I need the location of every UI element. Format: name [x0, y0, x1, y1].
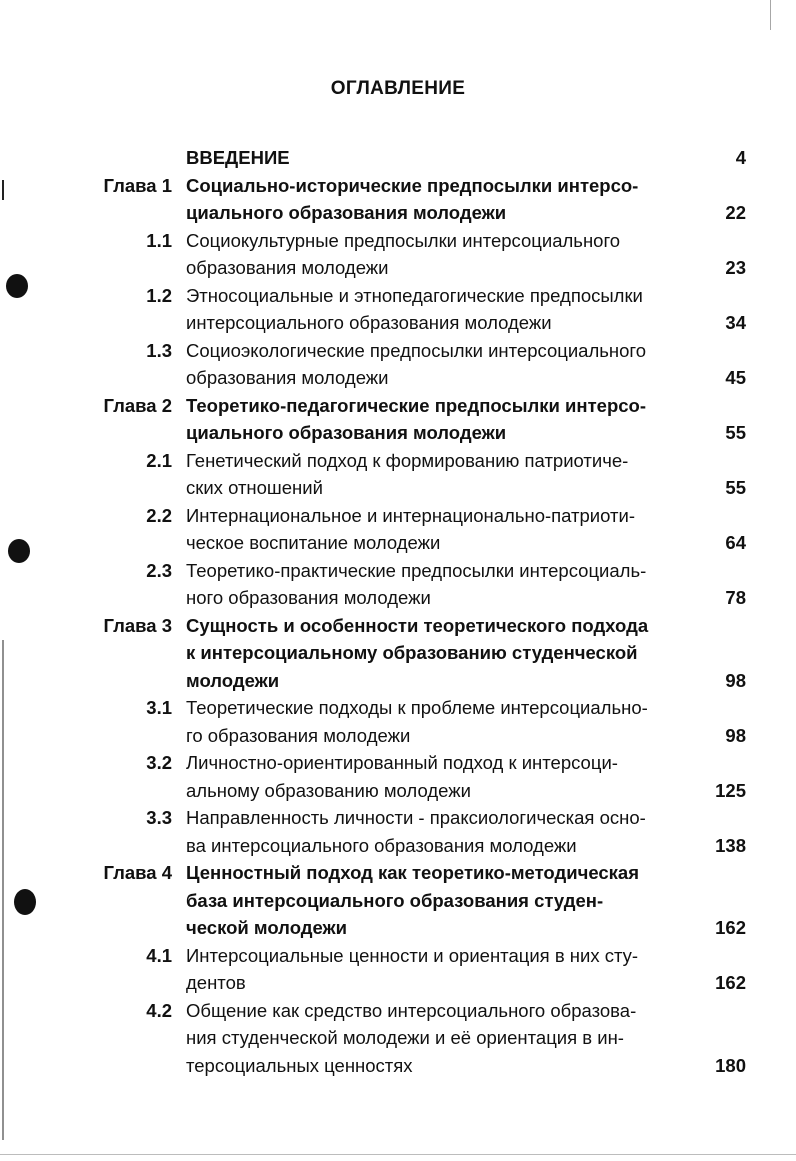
toc-entry-title-line: Теоретико-практические предпосылки интерсоциаль- — [186, 559, 647, 581]
toc-entry-title-line: ческое воспитание молодежи — [186, 532, 441, 553]
toc-entry-number: 2.1 — [146, 449, 172, 471]
toc-entry-page: 138 — [715, 834, 746, 856]
toc-entry-title-line: го образования молодежи — [186, 724, 411, 746]
toc-entry-page: 98 — [725, 669, 746, 691]
toc-entry-title-line: Сущность и особенности теоретического подхода — [186, 614, 649, 636]
toc-entry-number: Глава 2 — [103, 394, 172, 416]
toc-entry-title-line: дентов — [186, 972, 246, 993]
toc-entry-title — [186, 172, 676, 227]
punch-hole-mark — [14, 889, 36, 915]
toc-entry-number: 2.3 — [146, 559, 172, 581]
toc-entry-page: 64 — [725, 532, 746, 553]
toc-entry-title-line: ния студенческой молодежи и её ориентация в ин- — [186, 1027, 624, 1048]
toc-entry-page: 78 — [725, 587, 746, 608]
toc-entry-number: 1.2 — [146, 284, 172, 306]
toc-entry-title — [186, 502, 676, 557]
toc-entry-title-line: терсоциальных ценностях — [186, 1054, 413, 1076]
toc-entry-title-line: к интерсоциальному образованию студенческой — [186, 642, 638, 663]
toc-entry-title — [186, 282, 676, 337]
toc-entry-title-line: молодежи — [186, 669, 280, 691]
toc-entry-title — [186, 859, 676, 942]
toc-entry-page: 55 — [725, 477, 746, 498]
toc-entry-title-line: Теоретико-педагогические предпосылки интерсо- — [186, 394, 646, 416]
toc-entry-page: 125 — [715, 779, 746, 801]
toc-entry-title — [186, 227, 676, 282]
toc-entry-title-line: ских отношений — [186, 477, 323, 498]
toc-entry-title-line: интерсоциального образования молодежи — [186, 312, 552, 333]
toc-entry-title-line: циального образования молодежи — [186, 422, 507, 443]
toc-entry-title-line: ва интерсоциального образования молодежи — [186, 834, 577, 856]
toc-entry-page: 55 — [725, 422, 746, 443]
toc-entry-page: 180 — [715, 1054, 746, 1076]
toc-entry-page: 162 — [715, 917, 746, 938]
toc-entry-title-line: база интерсоциального образования студен- — [186, 889, 604, 911]
toc-entry-page: 4 — [735, 147, 746, 168]
toc-entry-title-line: Социокультурные предпосылки интерсоциального — [186, 229, 621, 251]
toc-entry-number: 3.3 — [146, 807, 172, 828]
toc-entry-number: 3.2 — [146, 752, 172, 773]
toc-entry-title — [186, 557, 676, 612]
scan-edge-line — [2, 180, 4, 200]
scan-edge-line — [770, 0, 771, 30]
toc-entry-title-line: ного образования молодежи — [186, 587, 431, 608]
toc-entry-title — [186, 612, 676, 695]
toc-entry-page: 22 — [725, 202, 746, 223]
toc-entry-title-line: циального образования молодежи — [186, 202, 507, 223]
scan-edge-line — [0, 1154, 796, 1155]
toc-entry-number: 3.1 — [146, 697, 172, 718]
toc-entry-title-line: Личностно-ориентированный подход к интерсоци- — [186, 752, 618, 773]
toc-entry-title — [186, 749, 676, 804]
toc-entry-number: 1.1 — [146, 229, 172, 251]
toc-entry-title-line: ческой молодежи — [186, 917, 348, 938]
punch-hole-mark — [8, 539, 30, 563]
toc-entry-number: 2.2 — [146, 504, 172, 526]
toc-entry-page: 45 — [725, 367, 746, 388]
toc-entry-number: Глава 1 — [103, 174, 172, 196]
toc-entry-title — [186, 804, 676, 859]
toc-entry-title-line: Теоретические подходы к проблеме интерсоциально- — [186, 697, 648, 718]
toc-entry-title-line: Этносоциальные и этнопедагогические предпосылки — [186, 284, 643, 306]
toc-entry-title-line: Социально-исторические предпосылки интерсо- — [186, 174, 639, 196]
toc-entry-number: 4.1 — [146, 944, 172, 966]
toc-title: ОГЛАВЛЕНИЕ — [330, 78, 466, 99]
punch-hole-mark — [6, 274, 28, 298]
toc-entry-title — [186, 337, 676, 392]
toc-entry-title-line: Интернациональное и интернационально-патриоти- — [186, 504, 635, 526]
toc-entry-title-line: Социоэкологические предпосылки интерсоциального — [186, 339, 647, 361]
scan-edge-line — [2, 640, 4, 1140]
toc-entry-number: 4.2 — [146, 999, 172, 1021]
toc-entry-page: 34 — [725, 312, 746, 333]
toc-entry-title-line: образования молодежи — [186, 367, 389, 388]
toc-entry-title — [186, 997, 676, 1080]
toc-entry-title-line: образования молодежи — [186, 257, 389, 278]
toc-entry-title-line: альному образованию молодежи — [186, 779, 471, 801]
toc-entry-title — [186, 694, 676, 749]
toc-entry-title-line: Ценностный подход как теоретико-методическая — [186, 862, 639, 883]
toc-entry-page: 23 — [725, 257, 746, 278]
toc-entry-page: 162 — [715, 972, 746, 993]
toc-entry-number: Глава 3 — [103, 614, 172, 636]
toc-entry-title-line: Интерсоциальные ценности и ориентация в них сту- — [186, 944, 639, 966]
toc-entry-title — [186, 392, 676, 447]
toc-entry-title-line: Генетический подход к формированию патриотиче- — [186, 449, 629, 471]
toc-entry-title-line: ВВЕДЕНИЕ — [186, 147, 290, 168]
toc-entry-number: Глава 4 — [103, 862, 172, 883]
toc-entry-title-line: Общение как средство интерсоциального образова- — [186, 999, 637, 1021]
toc-entry-title — [186, 447, 676, 502]
toc-entry-title — [186, 144, 676, 172]
toc-entry-title — [186, 942, 676, 997]
toc-entry-number: 1.3 — [146, 339, 172, 361]
toc-entry-page: 98 — [725, 724, 746, 746]
toc-entry-title-line: Направленность личности - праксиологическая осно- — [186, 807, 646, 828]
